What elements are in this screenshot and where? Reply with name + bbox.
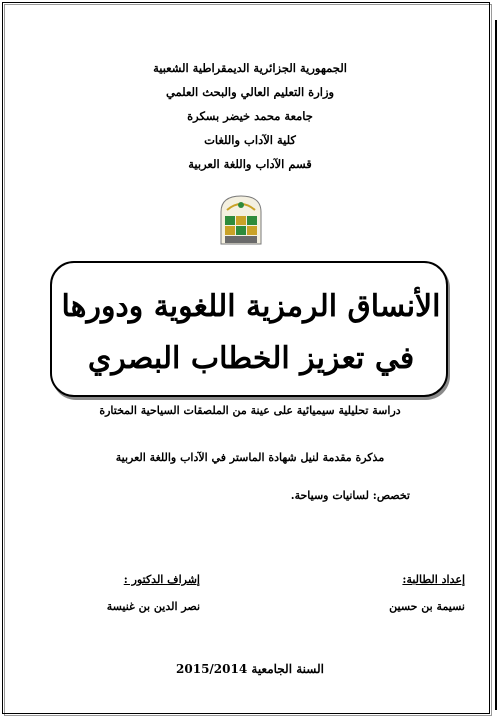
specialty: تخصص: لسانيات وسياحة. — [290, 489, 410, 502]
republic-name: الجمهورية الجزائرية الديمقراطية الشعبية — [153, 61, 347, 75]
student-label: إعداد الطالبة: — [402, 573, 465, 586]
supervisor-name: نصر الدين بن غنيسة — [106, 600, 200, 613]
university-name: جامعة محمد خيضر بسكرة — [187, 109, 313, 123]
thesis-note: مذكرة مقدمة لنيل شهادة الماستر في الآداب واللغة العربية — [115, 451, 385, 464]
student-name: نسيمة بن حسين — [389, 600, 465, 613]
faculty-name: كلية الآداب واللغات — [204, 133, 296, 147]
department-name: قسم الآداب واللغة العربية — [188, 157, 312, 171]
ministry-name: وزارة التعليم العالي والبحث العلمي — [165, 85, 335, 99]
university-emblem-icon — [213, 190, 269, 246]
thesis-title-line2: في تعزيز الخطاب البصري — [87, 341, 415, 376]
thesis-subtitle: دراسة تحليلية سيميائية على عينة من الملصقات السياحية المختارة — [99, 404, 401, 417]
academic-year: السنة الجامعية 2015/2014 — [176, 662, 324, 676]
title-box — [50, 261, 448, 397]
thesis-title-line1: الأنساق الرمزية اللغوية ودورها — [61, 289, 441, 324]
supervisor-label: إشراف الدكتور : — [123, 573, 200, 586]
